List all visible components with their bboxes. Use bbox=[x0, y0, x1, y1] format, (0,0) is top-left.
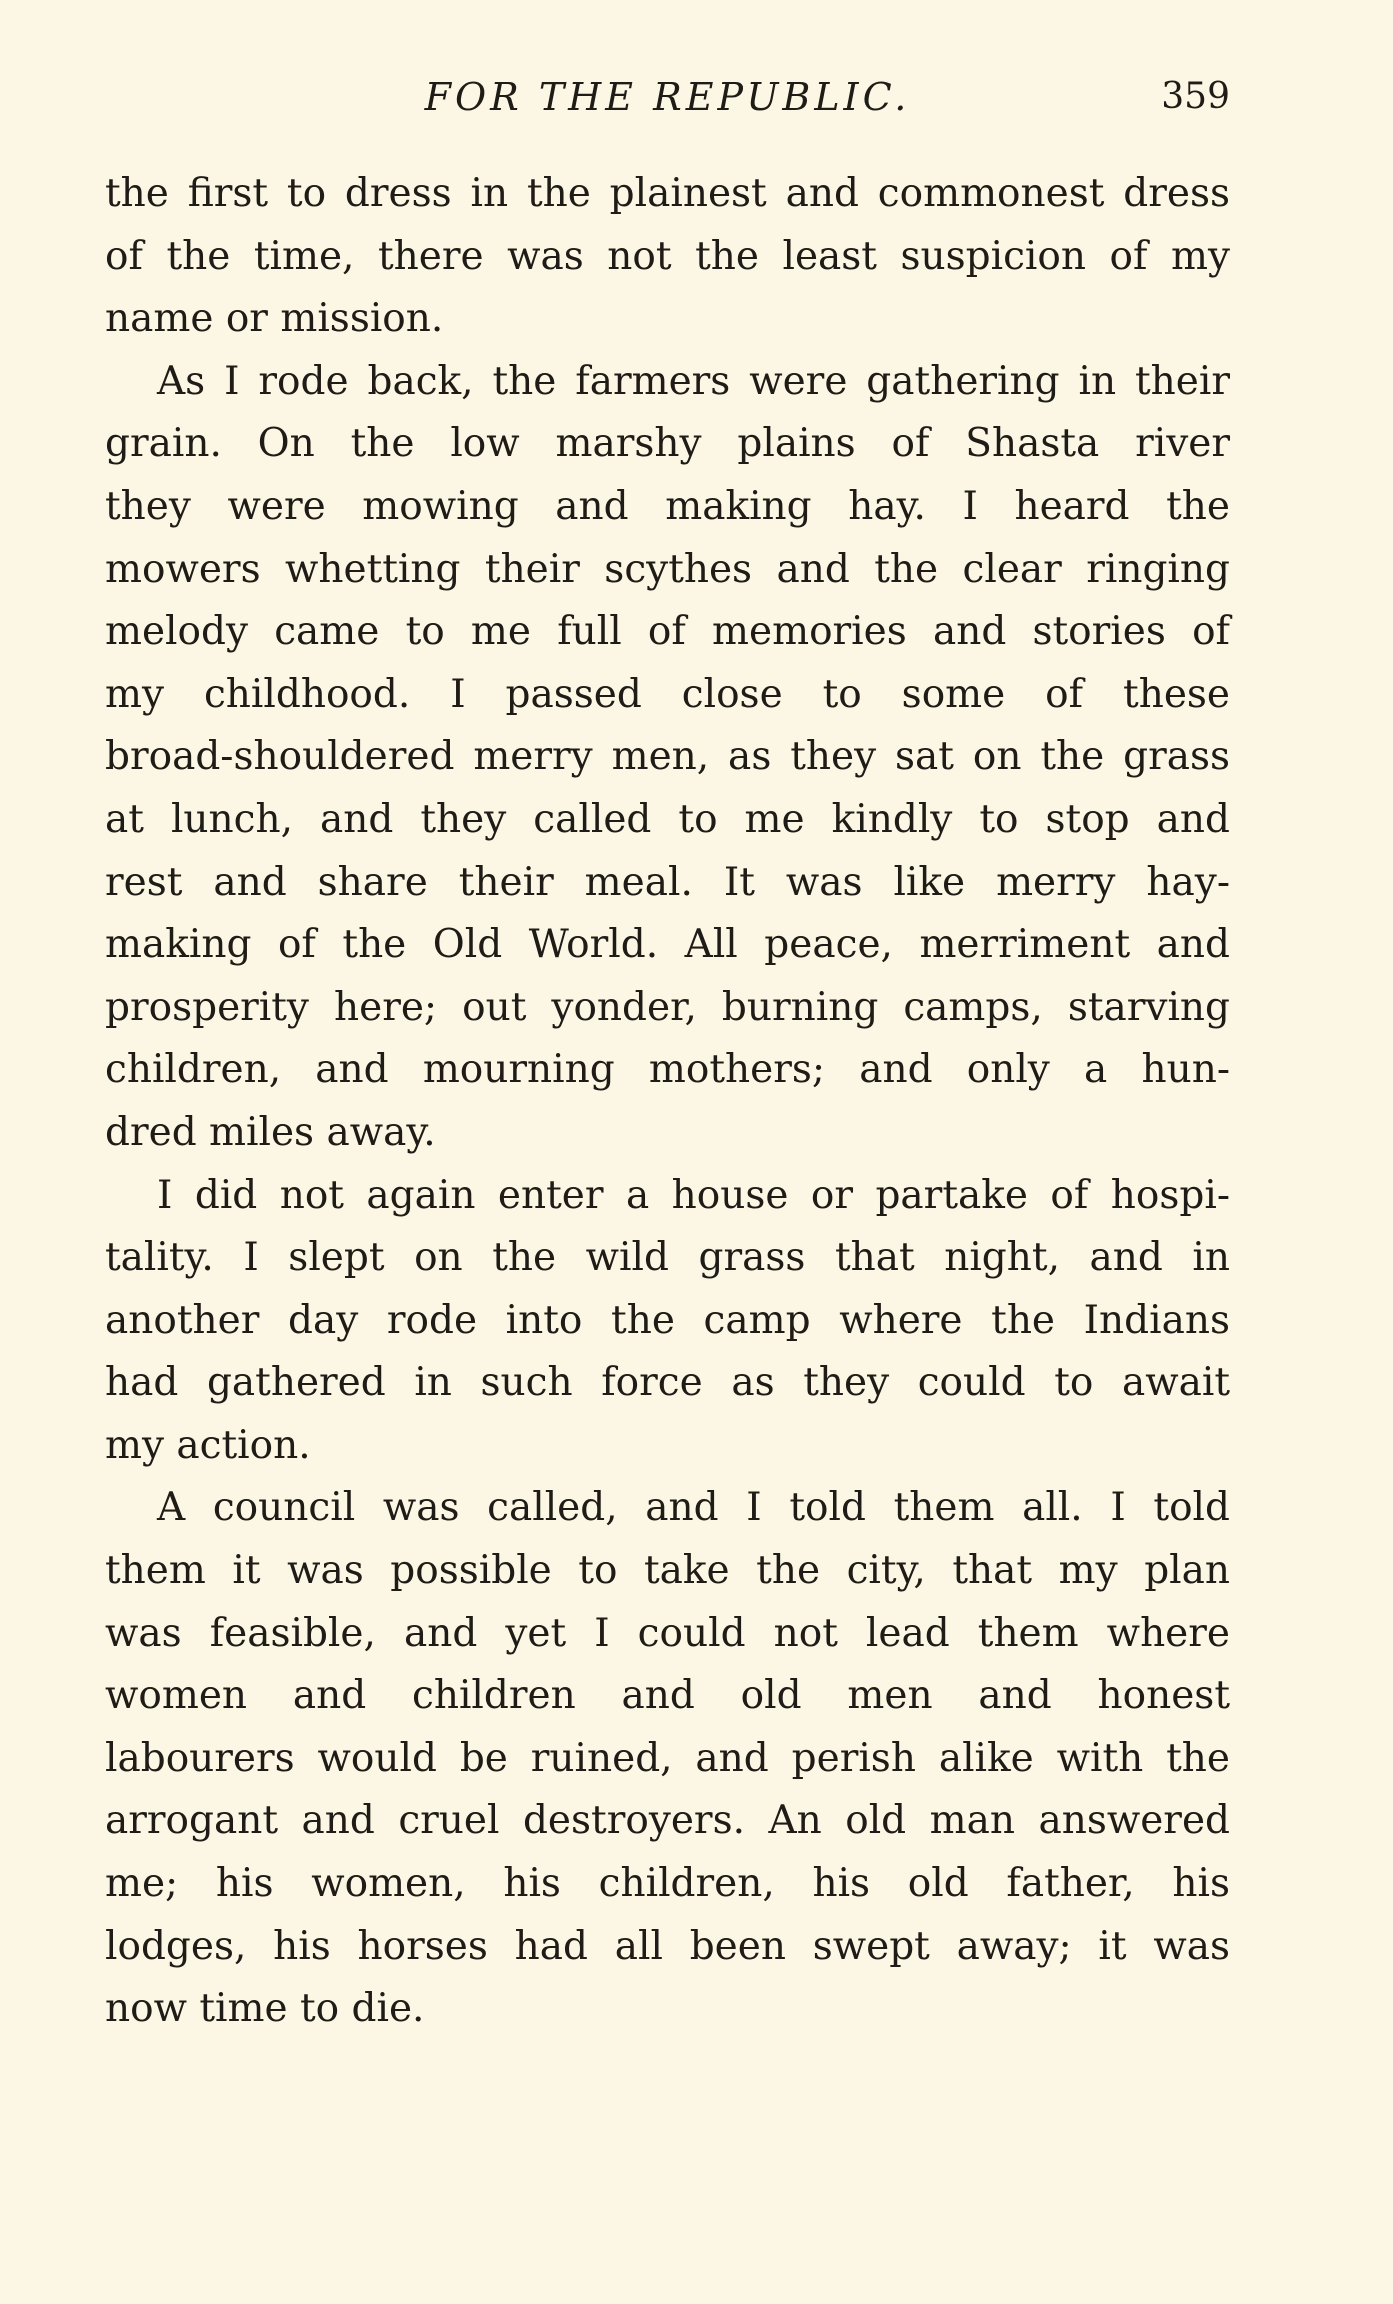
text-line: my childhood. I passed close to some of these bbox=[105, 671, 1230, 717]
paragraph bbox=[105, 1165, 1230, 1478]
text-line: grain. On the low marshy plains of Shasta river bbox=[105, 421, 1230, 467]
text-line: had gathered in such force as they could to await bbox=[105, 1360, 1230, 1406]
text-line: children, and mourning mothers; and only a hun- bbox=[105, 1047, 1230, 1093]
text-line: them it was possible to take the city, that my plan bbox=[105, 1548, 1230, 1594]
text-line: labourers would be ruined, and perish alike with the bbox=[105, 1735, 1230, 1781]
text-line: at lunch, and they called to me kindly to stop and bbox=[105, 796, 1230, 842]
text-line: mowers whetting their scythes and the clear ringing bbox=[105, 546, 1230, 592]
text-line: my action. bbox=[105, 1422, 311, 1468]
paragraph bbox=[105, 1477, 1230, 2040]
text-line: broad-shouldered merry men, as they sat on the grass bbox=[105, 734, 1230, 780]
paragraph bbox=[105, 351, 1230, 1165]
text-line: arrogant and cruel destroyers. An old man answered bbox=[105, 1798, 1230, 1844]
text-line: women and children and old men and honest bbox=[105, 1673, 1230, 1719]
text-line: they were mowing and making hay. I heard the bbox=[105, 483, 1230, 529]
text-line: name or mission. bbox=[105, 296, 444, 342]
text-line: As I rode back, the farmers were gathering in their bbox=[157, 358, 1230, 404]
text-line: now time to die. bbox=[105, 1986, 425, 2032]
text-line: another day rode into the camp where the Indians bbox=[105, 1297, 1230, 1343]
text-line: dred miles away. bbox=[105, 1109, 436, 1155]
text-line: melody came to me full of memories and stories of bbox=[105, 609, 1230, 655]
text-line: me; his women, his children, his old father, his bbox=[105, 1861, 1230, 1907]
text-line: tality. I slept on the wild grass that night, and in bbox=[105, 1235, 1230, 1281]
text-line: I did not again enter a house or partake of hospi- bbox=[157, 1172, 1230, 1218]
text-line: of the time, there was not the least suspicion of my bbox=[105, 233, 1230, 279]
text-line: lodges, his horses had all been swept away; it was bbox=[105, 1923, 1230, 1969]
text-line: prosperity here; out yonder, burning camps, starving bbox=[105, 984, 1230, 1030]
text-line: the first to dress in the plainest and commonest dress bbox=[105, 171, 1230, 216]
paragraph bbox=[105, 163, 1230, 351]
text-line: making of the Old World. All peace, merriment and bbox=[105, 922, 1230, 968]
text-line: was feasible, and yet I could not lead them where bbox=[105, 1610, 1230, 1656]
text-line: rest and share their meal. It was like merry hay- bbox=[105, 859, 1230, 905]
text-line: A council was called, and I told them all. I told bbox=[157, 1485, 1230, 1531]
running-title: FOR THE REPUBLIC. bbox=[424, 75, 911, 119]
body-text bbox=[105, 163, 1230, 2041]
page-number: 359 bbox=[1161, 76, 1230, 117]
running-head bbox=[105, 72, 1230, 132]
